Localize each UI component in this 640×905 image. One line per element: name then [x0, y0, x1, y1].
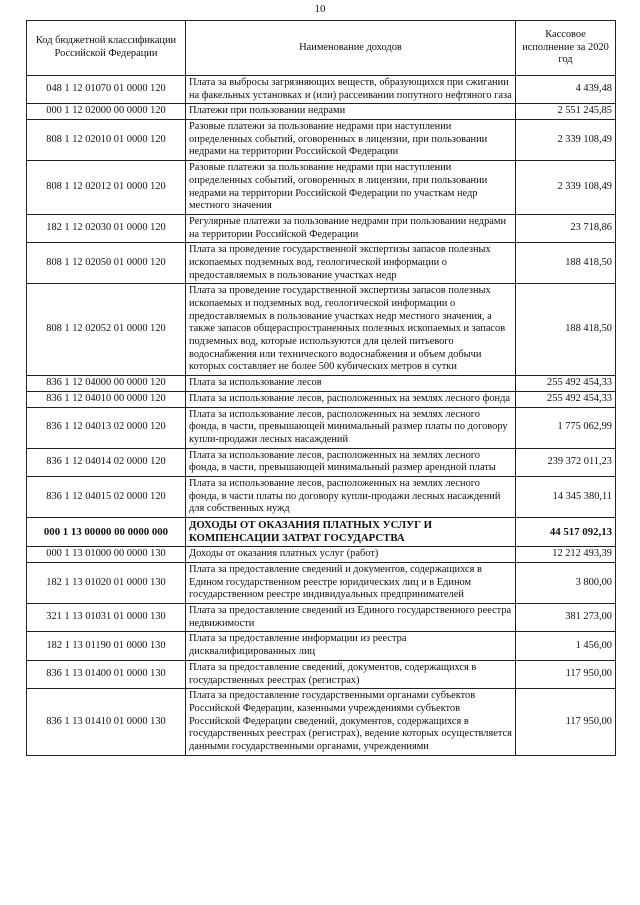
- table-row: [27, 547, 616, 563]
- row-amount: 381 273,00: [516, 604, 616, 632]
- row-amount: 14 345 380,11: [516, 476, 616, 517]
- table-row: [27, 376, 616, 392]
- row-amount: 117 950,00: [516, 660, 616, 688]
- row-amount: 2 339 108,49: [516, 161, 616, 215]
- row-amount: 44 517 092,13: [516, 518, 616, 547]
- row-name: Плата за использование лесов: [186, 376, 516, 392]
- row-name: Доходы от оказания платных услуг (работ): [186, 547, 516, 563]
- table-row: [27, 476, 616, 517]
- table-row: [27, 563, 616, 604]
- table-row: [27, 120, 616, 161]
- revenue-table: [26, 20, 616, 756]
- row-code: 182 1 13 01020 01 0000 130: [27, 563, 186, 604]
- row-code: 808 1 12 02010 01 0000 120: [27, 120, 186, 161]
- header-amount: Кассовое исполнение за 2020 год: [516, 21, 616, 76]
- row-code: 182 1 12 02030 01 0000 120: [27, 214, 186, 242]
- table-row: [27, 243, 616, 284]
- row-amount: 2 551 245,85: [516, 104, 616, 120]
- row-amount: 23 718,86: [516, 214, 616, 242]
- row-name: Разовые платежи за пользование недрами при наступлении определенных событий, оговоренных в лицензии, при пользовании недрами на территории Российской Федерации по участкам недр местного значения: [186, 161, 516, 215]
- table-row: [27, 104, 616, 120]
- row-name: ДОХОДЫ ОТ ОКАЗАНИЯ ПЛАТНЫХ УСЛУГ И КОМПЕНСАЦИИ ЗАТРАТ ГОСУДАРСТВА: [186, 518, 516, 547]
- row-code: 000 1 13 00000 00 0000 000: [27, 518, 186, 547]
- table-row: [27, 161, 616, 215]
- row-name: Разовые платежи за пользование недрами при наступлении определенных событий, оговоренных в лицензии, при пользовании недрами на территории Российской Федерации: [186, 120, 516, 161]
- row-name: Плата за предоставление сведений, документов, содержащихся в государственных реестрах (регистрах): [186, 660, 516, 688]
- row-amount: 239 372 011,23: [516, 448, 616, 476]
- table-row: [27, 76, 616, 104]
- row-code: 321 1 13 01031 01 0000 130: [27, 604, 186, 632]
- row-code: 836 1 12 04014 02 0000 120: [27, 448, 186, 476]
- row-name: Плата за использование лесов, расположенных на землях лесного фонда, в части платы по договору купли-продажи лесных насаждений для собственных нужд: [186, 476, 516, 517]
- row-name: Платежи при пользовании недрами: [186, 104, 516, 120]
- page-number: 10: [314, 3, 326, 15]
- row-code: 836 1 12 04000 00 0000 120: [27, 376, 186, 392]
- table-row: [27, 448, 616, 476]
- row-code: 836 1 12 04013 02 0000 120: [27, 407, 186, 448]
- row-code: 836 1 13 01400 01 0000 130: [27, 660, 186, 688]
- table-row: [27, 214, 616, 242]
- header-code: Код бюджетной классификации Российской Федерации: [27, 21, 186, 76]
- row-name: Плата за использование лесов, расположенных на землях лесного фонда, в части, превышающей минимальный размер арендной платы: [186, 448, 516, 476]
- row-code: 808 1 12 02052 01 0000 120: [27, 284, 186, 376]
- table-header-row: [27, 21, 616, 76]
- table-row: [27, 660, 616, 688]
- header-name: Наименование доходов: [186, 21, 516, 76]
- row-code: 000 1 12 02000 00 0000 120: [27, 104, 186, 120]
- table-row: [27, 391, 616, 407]
- row-amount: 12 212 493,39: [516, 547, 616, 563]
- row-amount: 1 775 062,99: [516, 407, 616, 448]
- table-row: [27, 284, 616, 376]
- row-code: 836 1 12 04010 00 0000 120: [27, 391, 186, 407]
- row-amount: 4 439,48: [516, 76, 616, 104]
- row-amount: 188 418,50: [516, 243, 616, 284]
- row-amount: 255 492 454,33: [516, 391, 616, 407]
- row-code: 808 1 12 02050 01 0000 120: [27, 243, 186, 284]
- row-code: 000 1 13 01000 00 0000 130: [27, 547, 186, 563]
- row-name: Плата за использование лесов, расположенных на землях лесного фонда, в части, превышающей минимальный размер платы по договору купли-продажи лесных насаждений: [186, 407, 516, 448]
- row-code: 836 1 13 01410 01 0000 130: [27, 689, 186, 755]
- row-name: Плата за проведение государственной экспертизы запасов полезных ископаемых подземных вод, геологической информации о предоставляемых в пользование участках недр: [186, 243, 516, 284]
- row-name: Плата за использование лесов, расположенных на землях лесного фонда: [186, 391, 516, 407]
- row-amount: 1 456,00: [516, 632, 616, 660]
- table-row: [27, 518, 616, 547]
- row-code: 836 1 12 04015 02 0000 120: [27, 476, 186, 517]
- row-name: Плата за проведение государственной экспертизы запасов полезных ископаемых и подземных вод, геологической информации о предоставляемых в пользование участках недр местного значения, а также запасов общераспространенных полезных ископаемых и запасов подземных вод, которые используются для целей питьевого водоснабжения или технического водоснабжения и объем добычи которых составляет не более 500 кубических метров в сутки: [186, 284, 516, 376]
- row-name: Плата за выбросы загрязняющих веществ, образующихся при сжигании на факельных установках и (или) рассеивании попутного нефтяного газа: [186, 76, 516, 104]
- row-name: Плата за предоставление сведений и документов, содержащихся в Едином государственном реестре юридических лиц и в Едином государственном реестре индивидуальных предпринимателей: [186, 563, 516, 604]
- row-amount: 2 339 108,49: [516, 120, 616, 161]
- row-code: 048 1 12 01070 01 0000 120: [27, 76, 186, 104]
- row-amount: 117 950,00: [516, 689, 616, 755]
- table-row: [27, 407, 616, 448]
- table-row: [27, 689, 616, 755]
- row-amount: 188 418,50: [516, 284, 616, 376]
- row-code: 182 1 13 01190 01 0000 130: [27, 632, 186, 660]
- row-name: Регулярные платежи за пользование недрами при пользовании недрами на территории Российской Федерации: [186, 214, 516, 242]
- table-row: [27, 632, 616, 660]
- row-amount: 3 800,00: [516, 563, 616, 604]
- row-name: Плата за предоставление государственными органами субъектов Российской Федерации, казенными учреждениями субъектов Российской Федерации сведений, документов, содержащихся в государственных реестрах (регистрах), ведение которых осуществляется данными государственными органами, учреждениями: [186, 689, 516, 755]
- table-row: [27, 604, 616, 632]
- row-code: 808 1 12 02012 01 0000 120: [27, 161, 186, 215]
- row-amount: 255 492 454,33: [516, 376, 616, 392]
- row-name: Плата за предоставление сведений из Единого государственного реестра недвижимости: [186, 604, 516, 632]
- row-name: Плата за предоставление информации из реестра дисквалифицированных лиц: [186, 632, 516, 660]
